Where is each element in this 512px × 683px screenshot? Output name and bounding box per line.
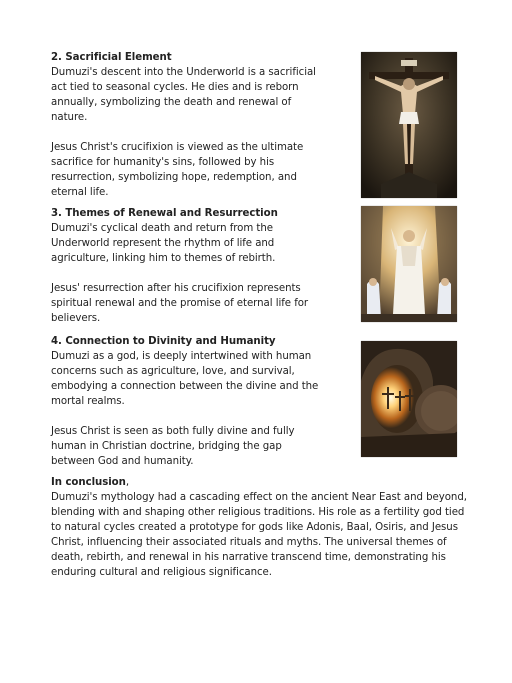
section-sacrificial-element [51, 50, 341, 200]
text-line: resurrection, symbolizing hope, redemption, and [51, 172, 297, 183]
text-line: Jesus Christ is seen as both fully divine and fully [51, 426, 295, 437]
section-paragraph [51, 281, 341, 326]
section-paragraph [51, 349, 341, 409]
text-line: Underworld represent the rhythm of life and [51, 238, 275, 249]
section-renewal-resurrection [51, 206, 341, 326]
conclusion-heading: In conclusion [51, 477, 126, 488]
text-line: Christ, influencing their associated rituals and myths. The universal themes of [51, 537, 447, 548]
text-line: enduring cultural and religious significance. [51, 567, 272, 578]
text-line: death, rebirth, and renewal in his narrative transcend time, demonstrating his [51, 552, 446, 563]
text-line: Dumuzi's cyclical death and return from the [51, 223, 273, 234]
section-conclusion [51, 475, 467, 580]
text-line: Jesus Christ's crucifixion is viewed as the ultimate [51, 142, 304, 153]
text-line: between God and humanity. [51, 456, 194, 467]
text-line: concerns such as agriculture, love, and survival, [51, 366, 295, 377]
section-paragraph [51, 65, 341, 125]
empty-tomb-photo [361, 341, 457, 457]
text-line: blending with and shaping other religious traditions. His role as a fertility god tied [51, 507, 465, 518]
text-line: Dumuzi's descent into the Underworld is a sacrificial [51, 67, 316, 78]
section-heading: 2. Sacrificial Element [51, 52, 172, 63]
section-paragraph [51, 221, 341, 266]
text-line: spiritual renewal and the promise of eternal life for [51, 298, 309, 309]
text-line: eternal life. [51, 187, 109, 198]
text-line: act tied to seasonal cycles. He dies and is reborn [51, 82, 299, 93]
section-heading: 3. Themes of Renewal and Resurrection [51, 208, 278, 219]
text-line: Jesus' resurrection after his crucifixion represents [51, 283, 301, 294]
text-line: Dumuzi as a god, is deeply intertwined with human [51, 351, 312, 362]
crucifixion-painting [361, 52, 457, 198]
section-divinity-humanity [51, 334, 341, 469]
text-line: agriculture, linking him to themes of rebirth. [51, 253, 276, 264]
text-line: mortal realms. [51, 396, 125, 407]
text-line: annually, symbolizing the death and renewal of [51, 97, 292, 108]
text-line: nature. [51, 112, 88, 123]
section-paragraph [51, 140, 341, 200]
resurrection-painting [361, 206, 457, 322]
text-line: human in Christian doctrine, bridging the gap [51, 441, 282, 452]
text-line: believers. [51, 313, 101, 324]
text-line: Dumuzi's mythology had a cascading effect on the ancient Near East and beyond, [51, 492, 467, 503]
text-line: embodying a connection between the divine and the [51, 381, 319, 392]
conclusion-heading-line [51, 475, 461, 490]
text-line: sacrifice for humanity's sins, followed by his [51, 157, 275, 168]
section-paragraph [51, 424, 341, 469]
section-heading: 4. Connection to Divinity and Humanity [51, 336, 276, 347]
conclusion-heading-suffix: , [125, 477, 130, 488]
text-line: to natural cycles created a prototype for gods like Adonis, Baal, Osiris, and Jesus [51, 522, 458, 533]
